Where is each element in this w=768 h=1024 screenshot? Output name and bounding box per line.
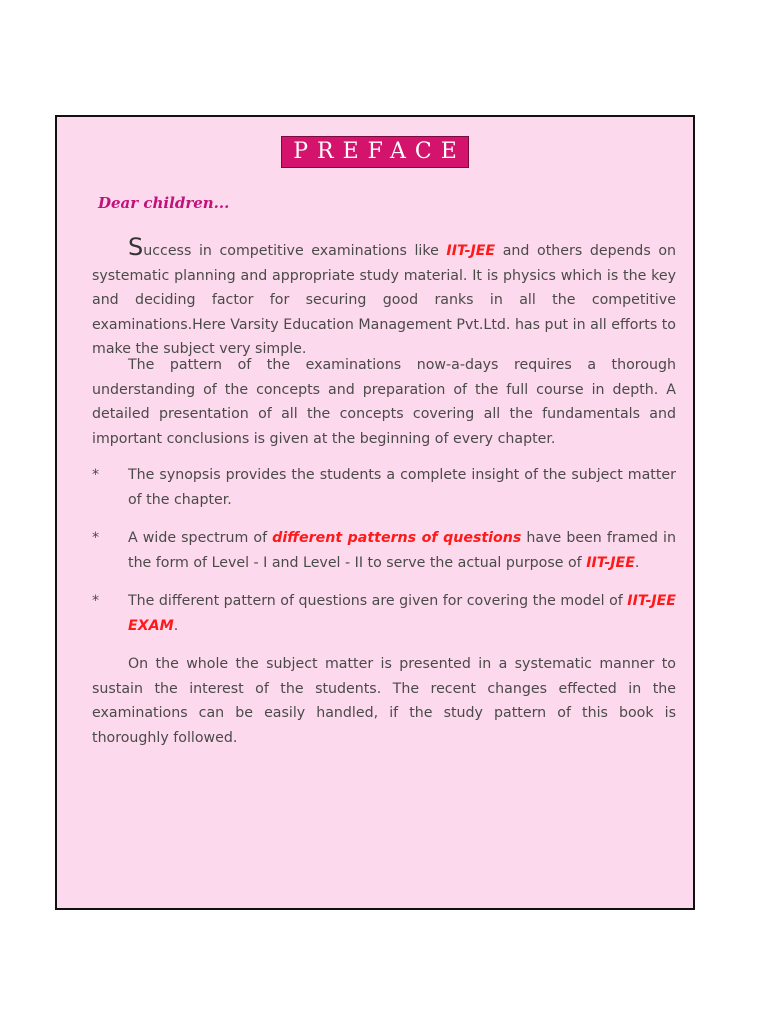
paragraph-intro — [92, 235, 676, 362]
preface-panel — [55, 115, 695, 910]
bullet-marker: * — [92, 467, 100, 483]
drop-cap: S — [128, 233, 144, 261]
salutation: Dear children... — [98, 194, 230, 212]
paragraph-conclusion — [92, 652, 676, 750]
highlight-iit-jee: IIT-JEE — [586, 554, 635, 571]
paragraph-conclusion-text: On the whole the subject matter is presented in a systematic manner to sustain the interest of the students. The recent changes effected in the examinations can be easily handled, if the study pattern of this book is thoroughly followed. — [92, 656, 676, 746]
paragraph-intro-part2: and others depends on systematic planning and appropriate study material. It is physics which is the key and deciding factor for securing good ranks in all the competitive examinations.Here Varsity Education Management Pvt.Ltd. has put in all efforts to make the subject very simple. — [92, 243, 676, 357]
bullet-text — [128, 526, 676, 575]
title-wrap — [57, 136, 693, 168]
bullet-marker: * — [92, 593, 100, 609]
bullet-text-part1: A wide spectrum of — [128, 530, 273, 546]
bullet-item — [92, 589, 676, 638]
paragraph-pattern-text: The pattern of the examinations now-a-days requires a thorough understanding of the concepts and preparation of the full course in depth. A detailed presentation of all the concepts covering all the fundamentals and important conclusions is given at the beginning of every chapter. — [92, 357, 676, 447]
highlight-iit-jee-exam: IIT-JEE EXAM — [128, 593, 676, 634]
bullet-text-part3: . — [634, 554, 640, 571]
bullet-item — [92, 526, 676, 575]
bullet-text-part1: The different pattern of questions are given for covering the model of — [128, 593, 628, 609]
highlight-different-patterns: different patterns of questions — [272, 530, 522, 546]
page-title: PREFACE — [281, 136, 469, 168]
paragraph-intro-text — [92, 235, 676, 362]
bullet-text-part2: . — [173, 617, 179, 634]
bullet-text-part1: The synopsis provides the students a complete insight of the subject matter of the chapter. — [128, 467, 676, 508]
paragraph-intro-part1: uccess in competitive examinations like — [143, 243, 447, 259]
paragraph-pattern — [92, 353, 676, 451]
bullet-text-part2: have been framed in the form of Level - I and Level - II to serve the actual purpose of — [128, 530, 676, 571]
bullet-marker: * — [92, 530, 100, 546]
bullet-text — [128, 589, 676, 638]
bullet-item — [92, 463, 676, 512]
highlight-iit-jee: IIT-JEE — [446, 243, 496, 259]
bullet-text — [128, 463, 676, 512]
